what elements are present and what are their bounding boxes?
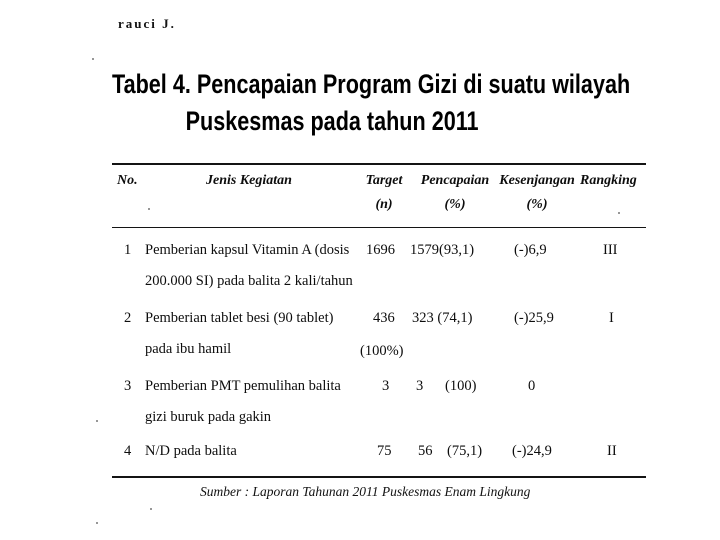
row-3-target: 3 <box>382 378 390 394</box>
header-target-unit: (n) <box>375 197 393 212</box>
table-title-line-2: Puskesmas pada tahun 2011 <box>185 106 479 136</box>
header-jenis-kegiatan: Jenis Kegiatan <box>206 173 292 188</box>
row-1-kesenjangan: (-)6,9 <box>514 242 547 258</box>
header-kesenjangan-unit: (%) <box>526 197 548 212</box>
table-top-rule <box>112 163 646 165</box>
row-4-target: 75 <box>377 443 392 459</box>
row-2-target: 436 <box>373 310 395 326</box>
row-1-jenis-line-2: 200.000 SI) pada balita 2 kali/tahun <box>145 273 353 289</box>
row-2-jenis-line-2: pada ibu hamil <box>145 341 232 357</box>
row-4-rangking: II <box>607 443 617 459</box>
header-target-label: Target <box>365 173 403 188</box>
scan-speck <box>96 420 98 422</box>
row-3-no: 3 <box>124 378 132 394</box>
scan-speck <box>92 58 94 60</box>
scan-speck <box>150 508 152 510</box>
scan-speck <box>618 212 620 214</box>
row-2-rangking: I <box>609 310 614 326</box>
row-1-no: 1 <box>124 242 132 258</box>
header-rangking: Rangking <box>580 173 637 188</box>
cropped-header-text: rauci J. <box>118 16 176 31</box>
table-bottom-rule <box>112 476 646 478</box>
row-3-pencapaian: 3 (100) <box>416 378 477 394</box>
header-pencapaian <box>416 172 494 214</box>
table-header-rule <box>112 227 646 228</box>
header-kesenjangan <box>496 172 578 214</box>
row-3-jenis-line-2: gizi buruk pada gakin <box>145 409 272 425</box>
row-2-target-percent: (100%) <box>360 343 404 359</box>
row-4-no: 4 <box>124 443 132 459</box>
table-title <box>112 66 630 140</box>
row-3-kesenjangan: 0 <box>528 378 536 394</box>
row-4-kesenjangan: (-)24,9 <box>512 443 552 459</box>
table-source-note: Sumber : Laporan Tahunan 2011 Puskesmas Enam Lingkung <box>200 484 531 499</box>
row-4-jenis-line-1: N/D pada balita <box>145 443 237 459</box>
header-kesenjangan-label: Kesenjangan <box>499 173 575 188</box>
row-2-jenis-line-1: Pemberian tablet besi (90 tablet) <box>145 310 334 326</box>
header-target <box>358 172 410 214</box>
table-title-line-1: Tabel 4. Pencapaian Program Gizi di suatu wilayah <box>112 69 631 99</box>
row-1-rangking: III <box>603 242 618 258</box>
row-2-no: 2 <box>124 310 132 326</box>
row-1-jenis-line-1: Pemberian kapsul Vitamin A (dosis <box>145 242 350 258</box>
header-pencapaian-unit: (%) <box>444 197 466 212</box>
row-1-target: 1696 <box>366 242 395 258</box>
row-3-jenis-line-1: Pemberian PMT pemulihan balita <box>145 378 341 394</box>
header-no: No. <box>117 173 138 188</box>
row-1-pencapaian: 1579(93,1) <box>410 242 475 258</box>
row-4-pencapaian: 56 (75,1) <box>418 443 483 459</box>
row-2-pencapaian: 323 (74,1) <box>412 310 473 326</box>
scan-speck <box>96 522 98 524</box>
header-pencapaian-label: Pencapaian <box>420 173 490 188</box>
row-2-kesenjangan: (-)25,9 <box>514 310 554 326</box>
scan-speck <box>148 208 150 210</box>
